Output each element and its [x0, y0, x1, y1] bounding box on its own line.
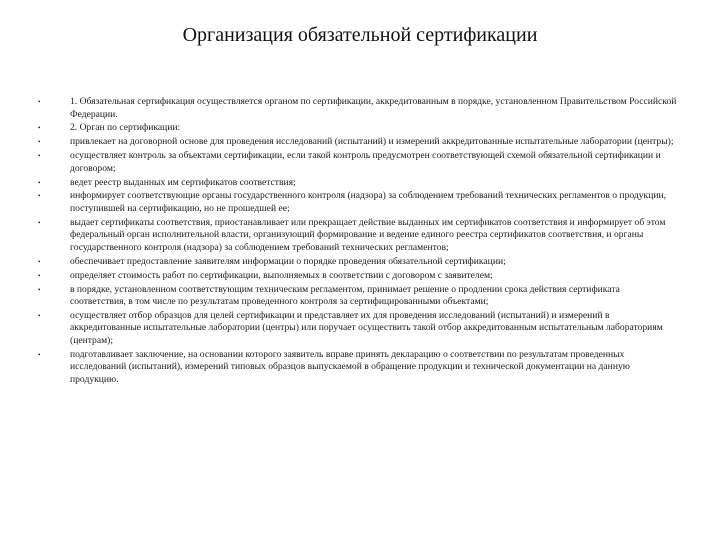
list-item-text: 1. Обязательная сертификация осуществляется органом по сертификации, аккредитованным в порядке, установленном Правительством Российской Федерации.	[70, 96, 677, 120]
list-item	[38, 270, 678, 283]
list-item-text: привлекает на договорной основе для проведения исследований (испытаний) и измерений аккредитованные испытательные лаборатории (центры);	[70, 136, 674, 148]
bullet-icon: •	[38, 152, 41, 161]
list-item-text: в порядке, установленном соответствующим техническим регламентом, принимает решение о продлении срока действия сертификата соответствия, в том числе по результатам проведенного контроля за сертифицированными объектами;	[70, 283, 620, 308]
list-item-text: 2. Орган по сертификации:	[70, 122, 181, 134]
list-item-text: осуществляет контроль за объектами сертификации, если такой контроль предусмотрен соответствующей схемой обязательной сертификации и договором;	[70, 150, 661, 174]
bullet-icon: •	[38, 271, 41, 280]
bullet-icon: •	[38, 124, 41, 133]
list-item	[38, 310, 678, 348]
list-item	[38, 150, 678, 175]
list-item-text: осуществляет отбор образцов для целей сертификации и представляет их для проведения исследований (испытаний) и измерений в аккредитованные испытательные лаборатории (центры) или поручает осуществить такой отбор аккредитованным испытательным лабораториям (центрам);	[70, 309, 663, 346]
list-item	[38, 256, 678, 269]
bullet-icon: •	[38, 178, 41, 187]
list-item-text: подготавливает заключение, на основании которого заявитель вправе принять декларацию о соответствии по результатам проведенных исследований (испытаний), измерений типовых образцов выпускаемой в обращение продукции и технической документации на данную продукцию.	[70, 348, 630, 385]
list-item	[38, 349, 678, 387]
bullet-icon: •	[38, 257, 41, 266]
bullet-icon: •	[38, 285, 41, 294]
bullet-icon: •	[38, 138, 41, 147]
list-item	[38, 96, 678, 121]
bullet-icon: •	[38, 350, 41, 359]
bullet-icon: •	[38, 218, 41, 227]
list-item-text: определяет стоимость работ по сертификации, выполняемых в соответствии с договором с заявителем;	[70, 269, 493, 281]
list-item-text: обеспечивает предоставление заявителям информации о порядке проведения обязательной сертификации;	[70, 255, 506, 267]
bullet-icon: •	[38, 98, 41, 106]
slide-title: Организация обязательной сертификации	[182, 24, 538, 46]
list-item	[38, 122, 678, 135]
list-item	[38, 190, 678, 215]
bullet-icon: •	[38, 192, 41, 201]
list-item	[38, 136, 678, 149]
list-item-text: выдает сертификаты соответствия, приостанавливает или прекращает действие выданных им сертификатов соответствия и информирует об этом федеральный орган исполнительной власти, организующий формирование и ведение единого реестра сертификатов соответствия, и органы государственного контроля (надзора) за соблюдением требований технических регламентов;	[70, 216, 666, 253]
bullet-icon: •	[38, 311, 41, 320]
bullet-list	[38, 96, 678, 388]
list-item-text: ведет реестр выданных им сертификатов соответствия;	[70, 176, 296, 188]
list-item	[38, 217, 678, 255]
list-item-text: информирует соответствующие органы государственного контроля (надзора) за соблюдением требований технических регламентов о продукции, поступившей на сертификацию, но не прошедшей ее;	[70, 190, 667, 214]
list-item	[38, 177, 678, 190]
list-item	[38, 284, 678, 309]
